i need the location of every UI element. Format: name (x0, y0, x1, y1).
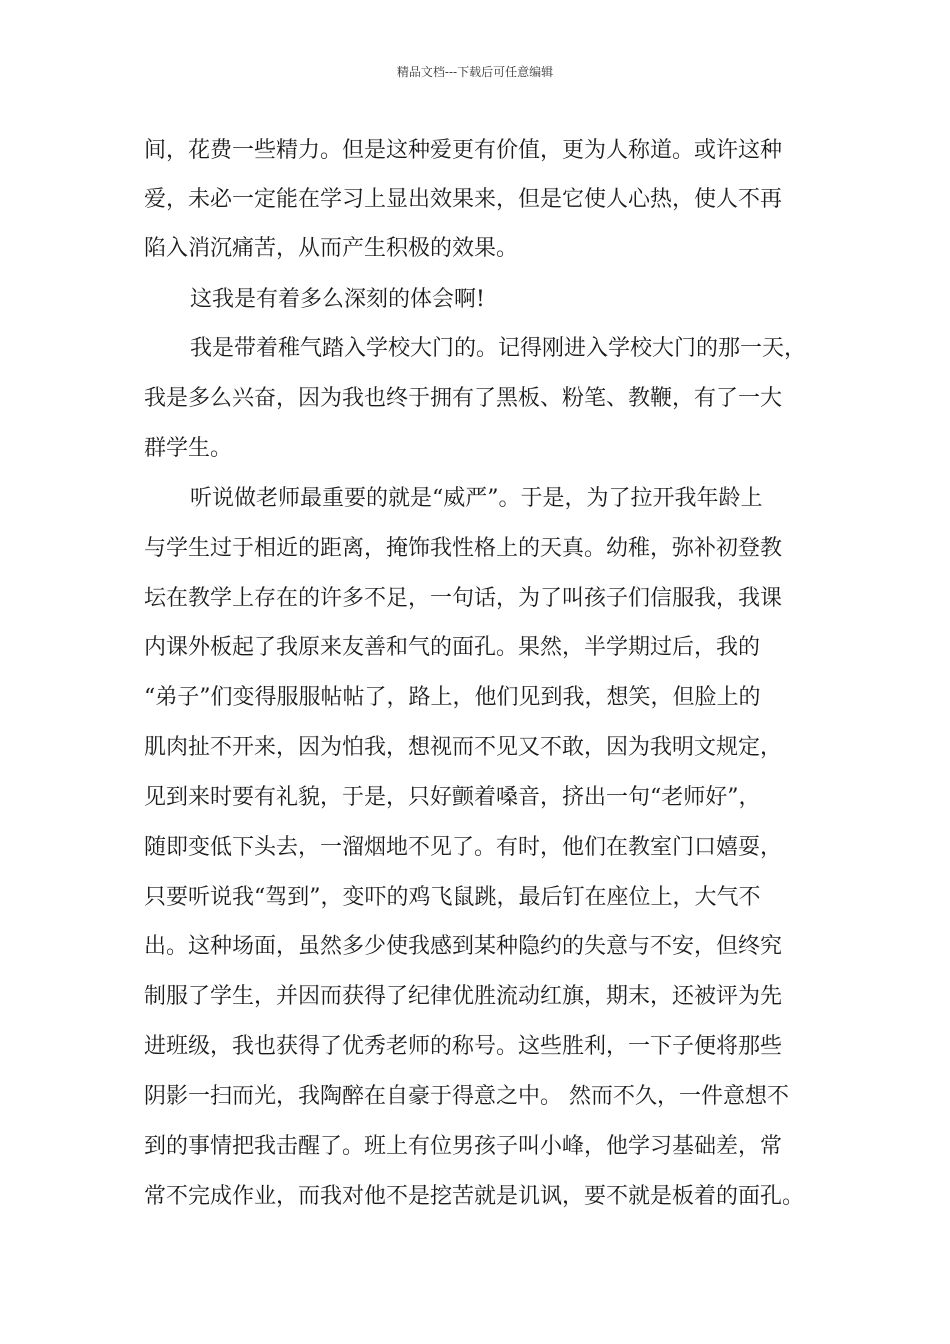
text-line: 听说做老师最重要的就是“威严”。于是，为了拉开我年龄上 (190, 486, 763, 511)
text-line: 我是多么兴奋，因为我也终于拥有了黑板、粉笔、教鞭，有了一大 (144, 386, 783, 411)
text-line: 坛在教学上存在的许多不足，一句话，为了叫孩子们信服我，我课 (144, 586, 783, 611)
text-line: 我是带着稚气踏入学校大门的。记得刚进入学校大门的那一天， (190, 336, 807, 361)
text-line: 陷入消沉痛苦，从而产生积极的效果。 (144, 236, 519, 261)
text-line: 内课外板起了我原来友善和气的面孔。果然，半学期过后，我的 (144, 635, 761, 660)
text-line: “弟子”们变得服服帖帖了，路上，他们见到我，想笑，但脸上的 (144, 685, 761, 710)
page-header: 精品文档---下载后可任意编辑 (396, 65, 554, 79)
text-line: 爱，未必一定能在学习上显出效果来，但是它使人心热，使人不再 (144, 187, 783, 212)
text-line: 群学生。 (144, 436, 233, 461)
text-line: 制服了学生，并因而获得了纪律优胜流动红旗，期末，还被评为先 (144, 984, 783, 1009)
text-line: 间，花费一些精力。但是这种爱更有价值，更为人称道。或许这种 (144, 138, 783, 163)
text-line: 阴影一扫而光，我陶醉在自豪于得意之中。 然而不久，一件意想不 (144, 1084, 789, 1109)
text-line: 与学生过于相近的距离，掩饰我性格上的天真。幼稚，弥补初登教 (144, 536, 783, 561)
text-line: 常不完成作业，而我对他不是挖苦就是讥讽，要不就是板着的面孔。 (144, 1184, 805, 1209)
text-line: 随即变低下头去，一溜烟地不见了。有时，他们在教室门口嬉耍， (144, 835, 783, 860)
text-line: 出。这种场面，虽然多少使我感到某种隐约的失意与不安，但终究 (144, 934, 783, 959)
text-line: 只要听说我“驾到”，变吓的鸡飞鼠跳，最后钉在座位上，大气不 (144, 885, 761, 910)
text-line: 到的事情把我击醒了。班上有位男孩子叫小峰，他学习基础差，常 (144, 1134, 783, 1159)
text-line: 这我是有着多么深刻的体会啊! (190, 287, 485, 312)
text-line: 见到来时要有礼貌，于是，只好颤着嗓音，挤出一句“老师好”， (144, 785, 761, 810)
text-line: 进班级，我也获得了优秀老师的称号。这些胜利，一下子便将那些 (144, 1034, 783, 1059)
text-line: 肌肉扯不开来，因为怕我，想视而不见又不敢，因为我明文规定， (144, 735, 783, 760)
